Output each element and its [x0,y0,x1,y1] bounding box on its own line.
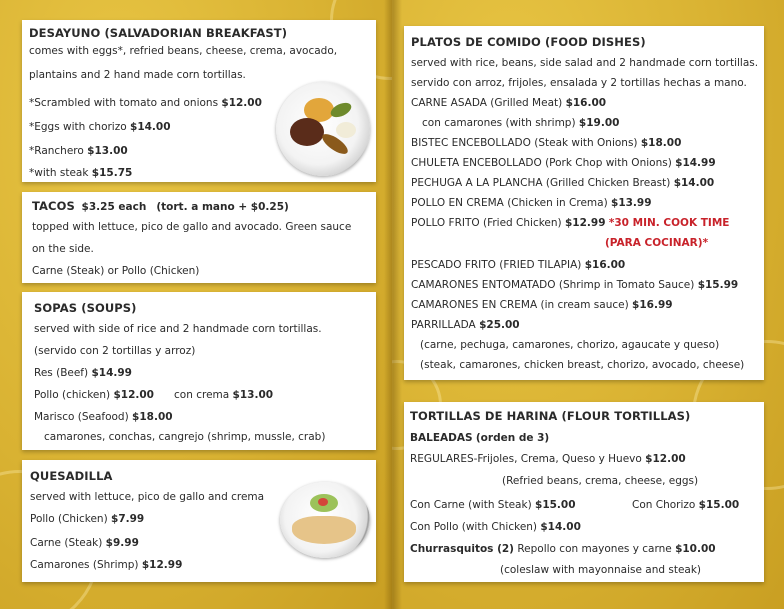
churrasquitos-desc: (coleslaw with mayonnaise and steak) [500,564,702,576]
tacos-title: TACOS [32,199,75,213]
price: $14.99 [91,367,132,379]
menu-item: Con Chorizo $15.00 [632,499,740,511]
baleadas-header [410,431,549,446]
menu-item: CARNE ASADA (Grilled Meat) $16.00 [411,97,607,109]
page-fold [384,0,402,609]
breakfast-desc: plantains and 2 hand made corn tortillas. [29,69,246,81]
menu-item: Res (Beef) $14.99 [34,367,132,379]
tacos-header [32,198,289,215]
tacos-desc: topped with lettuce, pico de gallo and avocado. Green sauce [32,221,352,233]
platos-desc: served with rice, beans, side salad and 2 handmade corn tortillas. [411,57,759,69]
cook-time-note: (PARA COCINAR)* [605,237,709,249]
price: $19.00 [578,117,620,129]
menu-item: Camarones (Shrimp) $12.99 [30,559,183,571]
quesadilla-plate-photo [280,482,370,558]
price: $18.00 [132,411,173,423]
price: $12.00 [113,389,154,401]
price: $12.99 [564,217,606,229]
price: $14.00 [130,121,171,133]
menu-item: *with steak $15.75 [29,167,133,179]
price: $15.75 [91,167,133,179]
price: $13.00 [87,145,128,157]
avocado-icon [328,100,353,120]
menu-item: PARRILLADA $25.00 [411,319,520,331]
price: $10.00 [675,543,716,555]
tortillas-title: TORTILLAS DE HARINA (FLOUR TORTILLAS) [410,409,691,423]
parrillada-desc: (steak, camarones, chicken breast, chorizo, avocado, cheese) [420,359,745,371]
tacos-options: Carne (Steak) or Pollo (Chicken) [32,265,200,277]
platos-card [404,26,764,380]
price: $12.00 [221,97,262,109]
tacos-card [22,192,376,283]
price: $13.00 [232,389,274,401]
quesadilla-card [22,460,376,582]
menu-item: *Eggs with chorizo $14.00 [29,121,171,133]
menu-item: Pollo (Chicken) $7.99 [30,513,145,525]
quesadilla-desc: served with lettuce, pico de gallo and crema [30,491,265,503]
price: $25.00 [479,319,520,331]
menu-item: CAMARONES EN CREMA (in cream sauce) $16.99 [411,299,673,311]
quesadilla-title: QUESADILLA [30,469,113,483]
price: $15.00 [698,499,740,511]
pico-icon [318,498,328,506]
price: $16.00 [565,97,607,109]
breakfast-card [22,20,376,182]
price: $12.99 [141,559,183,571]
menu-item: Con Pollo (with Chicken) $14.00 [410,521,581,533]
churrasquitos-title: Churrasquitos (2) [410,543,514,555]
price: $14.00 [540,521,581,533]
menu-item: PESCADO FRITO (FRIED TILAPIA) $16.00 [411,259,626,271]
price: $12.00 [645,453,686,465]
soups-desc: served with side of rice and 2 handmade corn tortillas. [34,323,322,335]
menu-item: Carne (Steak) $9.99 [30,537,139,549]
menu-item: PECHUGA A LA PLANCHA (Grilled Chicken Breast) $14.00 [411,177,715,189]
menu-item: REGULARES-Frijoles, Crema, Queso y Huevo $12.00 [410,453,686,465]
baleadas-note: (orden de 3) [475,432,550,444]
price: $13.99 [611,197,652,209]
breakfast-desc: comes with eggs*, refried beans, cheese, crema, avocado, [29,45,338,57]
price: $15.00 [535,499,576,511]
beans-icon [290,118,324,146]
quesadilla-icon [292,516,356,544]
cook-time-note: *30 MIN. COOK TIME [608,217,730,229]
price: $15.99 [697,279,739,291]
menu-item: CAMARONES ENTOMATADO (Shrimp in Tomato Sauce) $15.99 [411,279,739,291]
price: $18.00 [640,137,682,149]
menu-item: POLLO EN CREMA (Chicken in Crema) $13.99 [411,197,652,209]
soups-desc: (servido con 2 tortillas y arroz) [34,345,196,357]
breakfast-title: DESAYUNO (SALVADORIAN BREAKFAST) [29,26,288,40]
platos-title: PLATOS DE COMIDO (FOOD DISHES) [411,35,646,49]
soups-title: SOPAS (SOUPS) [34,301,137,315]
marisco-desc: camarones, conchas, cangrejo (shrimp, mussle, crab) [44,431,326,443]
soups-card [22,292,376,450]
menu-item: con camarones (with shrimp) $19.00 [422,117,620,129]
price: $16.99 [632,299,673,311]
price: $14.99 [675,157,716,169]
baleadas-title: BALEADAS [410,432,473,444]
tacos-note: (tort. a mano + $0.25) [156,201,289,213]
price: $14.00 [673,177,715,189]
menu-item: Pollo (chicken) $12.00 con crema $13.00 [34,389,274,401]
price: $9.99 [105,537,139,549]
regulares-desc: (Refried beans, crema, cheese, eggs) [502,475,699,487]
menu-item: *Ranchero $13.00 [29,145,128,157]
menu-item: POLLO FRITO (Fried Chicken) $12.99 *30 MIN. COOK TIME [411,217,730,229]
price: $3.25 each [81,201,147,213]
price: $7.99 [111,513,145,525]
cheese-icon [336,122,356,138]
tortillas-card [404,402,764,582]
menu-item: Marisco (Seafood) $18.00 [34,411,173,423]
breakfast-plate-photo [276,82,370,176]
price: $16.00 [584,259,626,271]
menu-item: BISTEC ENCEBOLLADO (Steak with Onions) $18.00 [411,137,682,149]
platos-desc: servido con arroz, frijoles, ensalada y 2 tortillas hechas a mano. [411,77,747,89]
parrillada-desc: (carne, pechuga, camarones, chorizo, agaucate y queso) [420,339,720,351]
menu-item: *Scrambled with tomato and onions $12.00 [29,97,262,109]
menu-item: CHULETA ENCEBOLLADO (Pork Chop with Onions) $14.99 [411,157,716,169]
menu-item: Churrasquitos (2) Repollo con mayones y carne $10.00 [410,543,716,555]
tacos-desc: on the side. [32,243,94,255]
menu-item: Con Carne (with Steak) $15.00 [410,499,576,511]
